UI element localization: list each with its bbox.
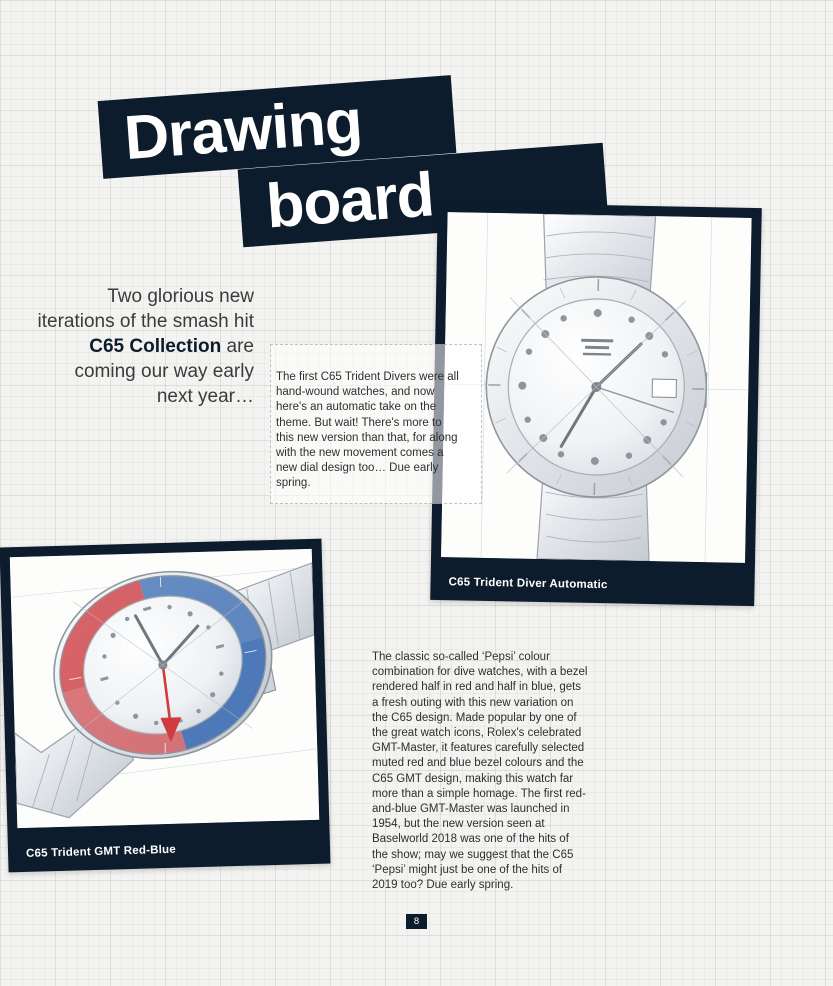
watch-sketch-diver xyxy=(441,212,752,563)
article-card-gmt xyxy=(0,539,330,873)
intro-highlight: C65 Collection xyxy=(89,336,222,357)
intro-text-before: Two glorious new iterations of the smash hit xyxy=(37,286,254,332)
watch-sketch-gmt-illustration xyxy=(10,549,319,828)
watch-sketch-diver-illustration xyxy=(441,212,752,563)
title-line-2: board xyxy=(238,143,609,248)
title-line-1: Drawing xyxy=(98,75,457,179)
card-caption-gmt: C65 Trident GMT Red-Blue xyxy=(25,843,177,860)
intro-paragraph xyxy=(36,284,254,409)
watch-sketch-gmt xyxy=(10,549,319,828)
intro-text-after: are coming our way early next year… xyxy=(74,336,254,407)
card-caption-diver: C65 Trident Diver Automatic xyxy=(448,576,608,592)
article-body-gmt: The classic so-called ‘Pepsi’ colour combination for dive watches, with a bezel rendered half in red and half in blue, gets a fresh outing with this new variation on the C65 design. Made popular by one of the great watch icons, Rolex's celebrated GMT-Master, it features carefully selected muted red and blue bezel colours and the C65 GMT design, making this watch far more than a simple homage. The first red-and-blue GMT-Master was launched in 1954, but the new version seen at Baselworld 2018 was one of the hits of the show; may we suggest that the C65 ‘Pepsi’ might just be one of the hits of 2019 too? Due early spring. xyxy=(372,651,588,892)
page-number: 8 xyxy=(406,914,427,929)
article-body-diver: The first C65 Trident Divers were all hand-wound watches, and now here's an automatic take on the theme. But wait! There's more to this new version than that, for along with the new movement comes a new dial design too… Due early spring. xyxy=(276,371,459,490)
